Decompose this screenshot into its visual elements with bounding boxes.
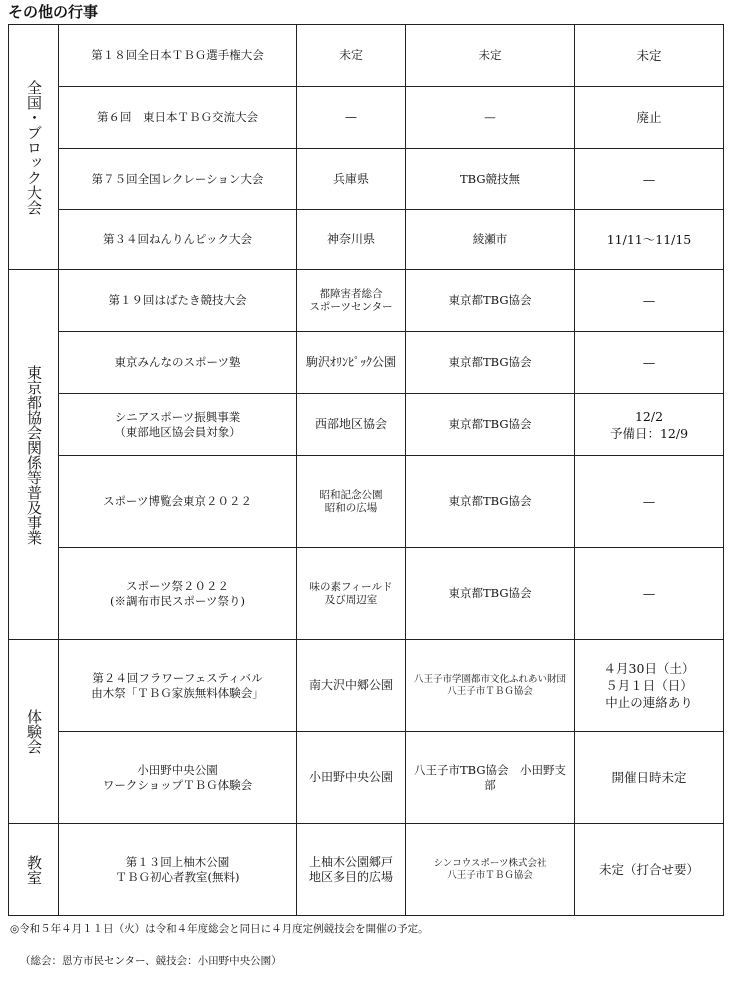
event-date: — (575, 270, 724, 332)
event-venue: 未定 (297, 25, 406, 87)
table-row (9, 332, 724, 394)
event-organizer: 東京都TBG協会 (406, 394, 575, 456)
event-name: 第７５回全国レクレーション大会 (59, 149, 297, 210)
event-venue: — (297, 87, 406, 149)
table-row (9, 87, 724, 149)
table-row (9, 732, 724, 824)
table-row (9, 149, 724, 210)
event-date: ４月30日（土） ５月１日（日） 中止の連絡あり (575, 640, 724, 732)
event-name: 第２４回フラワーフェスティバル 由木祭「ＴＢＧ家族無料体験会」 (59, 640, 297, 732)
footnote: ◎令和５年４月１１日（火）は令和４年度総会と同日に４月度定例競技会を開催の予定。 (10, 923, 429, 935)
footnote-detail: （総会：恩方市民センター、競技会：小田野中央公園） (20, 955, 282, 967)
event-organizer: 東京都TBG協会 (406, 548, 575, 640)
table-row (9, 824, 724, 916)
event-venue: 兵庫県 (297, 149, 406, 210)
event-name: 第１９回はばたき競技大会 (59, 270, 297, 332)
event-name: 第６回 東日本ＴＢＧ交流大会 (59, 87, 297, 149)
table-row (9, 456, 724, 548)
table-row (9, 25, 724, 87)
event-venue: 駒沢ｵﾘﾝﾋﾟｯｸ公園 (297, 332, 406, 394)
event-name: シニアスポーツ振興事業 （東部地区協会員対象） (59, 394, 297, 456)
event-name: 第１３回上柚木公園 ＴＢＧ初心者教室(無料) (59, 824, 297, 916)
table-row (9, 640, 724, 732)
event-organizer: TBG競技無 (406, 149, 575, 210)
event-venue: 上柚木公園郷戸 地区多目的広場 (297, 824, 406, 916)
event-organizer: 東京都TBG協会 (406, 456, 575, 548)
event-venue: 小田野中央公園 (297, 732, 406, 824)
event-venue: 南大沢中郷公園 (297, 640, 406, 732)
event-organizer: 未定 (406, 25, 575, 87)
category-cell: 全国・ブロック大会 (9, 25, 59, 270)
event-date: 12/2 予備日：12/9 (575, 394, 724, 456)
category-cell: 体験会 (9, 640, 59, 824)
page-title: その他の行事 (8, 3, 99, 21)
event-date: 未定（打合せ要） (575, 824, 724, 916)
event-venue: 昭和記念公園 昭和の広場 (297, 456, 406, 548)
event-name: 東京みんなのスポーツ塾 (59, 332, 297, 394)
event-date: 開催日時未定 (575, 732, 724, 824)
event-date: — (575, 149, 724, 210)
event-organizer: 八王子市学園都市文化ふれあい財団 八王子市ＴＢＧ協会 (406, 640, 575, 732)
event-date: 11/11～11/15 (575, 210, 724, 270)
category-cell: 教室 (9, 824, 59, 916)
event-organizer: 東京都TBG協会 (406, 270, 575, 332)
category-cell: 東京都協会関係等普及事業 (9, 270, 59, 640)
table-row (9, 548, 724, 640)
event-date: 未定 (575, 25, 724, 87)
event-organizer: 東京都TBG協会 (406, 332, 575, 394)
event-date: 廃止 (575, 87, 724, 149)
event-date: — (575, 548, 724, 640)
event-organizer: — (406, 87, 575, 149)
event-organizer: シンコウスポーツ株式会社 八王子市ＴＢＧ協会 (406, 824, 575, 916)
table-row (9, 394, 724, 456)
event-organizer: 八王子市TBG協会 小田野支部 (406, 732, 575, 824)
table-row (9, 270, 724, 332)
event-venue: 西部地区協会 (297, 394, 406, 456)
event-organizer: 綾瀬市 (406, 210, 575, 270)
table-row (9, 210, 724, 270)
event-venue: 都障害者総合 スポーツセンター (297, 270, 406, 332)
event-name: 第１８回全日本ＴＢＧ選手権大会 (59, 25, 297, 87)
events-table (8, 24, 724, 916)
event-name: 第３４回ねんりんピック大会 (59, 210, 297, 270)
event-name: 小田野中央公園 ワークショップＴＢＧ体験会 (59, 732, 297, 824)
event-name: スポーツ博覧会東京２０２２ (59, 456, 297, 548)
event-date: — (575, 456, 724, 548)
event-date: — (575, 332, 724, 394)
event-name: スポーツ祭２０２２ (※調布市民スポーツ祭り) (59, 548, 297, 640)
event-venue: 神奈川県 (297, 210, 406, 270)
event-venue: 味の素フィールド 及び周辺室 (297, 548, 406, 640)
